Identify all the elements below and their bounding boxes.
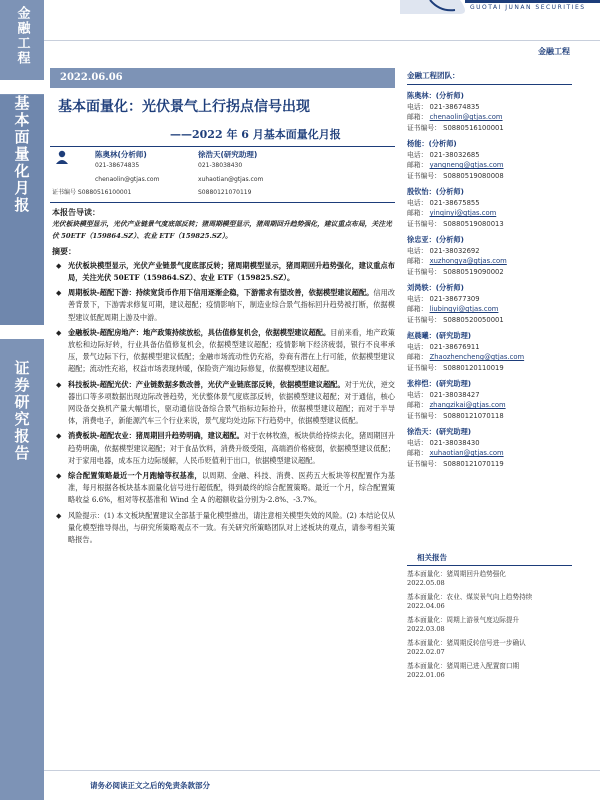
email-label: 邮箱：	[407, 449, 428, 457]
analyst-cert: 证书编号： S0880120110019	[407, 363, 504, 372]
header-divider	[44, 40, 600, 41]
analyst-cert: 证书编号： S0880519080013	[407, 219, 504, 228]
team-title: 金融工程团队：	[407, 71, 460, 80]
author-divider-bottom	[50, 202, 395, 203]
analyst-email[interactable]: xuzhongya@gtjas.com	[429, 257, 507, 265]
analyst-email[interactable]: zhangzikai@gtjas.com	[429, 401, 506, 409]
related-report-title[interactable]: 基本面量化：周期上游景气度边际提升	[407, 615, 520, 624]
report-body	[52, 206, 395, 546]
related-report-item[interactable]	[407, 662, 572, 681]
sidebar-category: 金融工程	[14, 6, 30, 66]
analyst-card	[407, 427, 572, 469]
sidebar-report-type: 基本面量化月报	[0, 95, 44, 325]
related-report-title[interactable]: 基本面量化：农业、煤炭景气向上趋势持续	[407, 592, 533, 601]
email-label: 邮箱：	[407, 305, 428, 313]
analyst-cert: 证书编号： S0880121070118	[407, 411, 504, 420]
analyst-cert: 证书编号： S0880519090002	[407, 267, 504, 276]
related-report-date: 2022.02.07	[407, 648, 445, 656]
disclaimer-note: 请务必阅读正文之后的免责条款部分	[90, 781, 210, 790]
analyst-email[interactable]: yinqinyi@gtjas.com	[429, 209, 497, 217]
related-title: 相关报告	[417, 553, 447, 562]
bullet-bold: 科技板块-超配光伏：产业链数据多数改善，光伏产业链底部反转，依据模型建议超配。	[68, 379, 345, 389]
analyst-name: 赵晨曦：(研究助理)	[407, 331, 472, 340]
related-report-title[interactable]: 基本面量化：猪周期回升趋势强化	[407, 569, 506, 578]
header-category: 金融工程	[538, 46, 570, 56]
bullet-text: 以周期、金融、科技、消费、医药五大板块等权配置作为基准，每月根据各板块基本面量化信号进行超低配，得到最终的综合配置策略。最近一个月，综合配置策略收益 6.6%，相对等权基准和 Wind 全 A 的超额收益分别为-2.8%、-3.7%。	[68, 471, 395, 505]
bullet-text: 对于农林牧渔，板块供给持续去化，猪周期回升趋势明确，依据模型建议超配；对于食品饮料，消费升级受阻，高端酒价格疲弱，依据模型建议低配；对于家用电器，成本压力边际缓解，人民币贬值利于出口，依据模型建议超配。	[68, 431, 395, 465]
analyst-cert: 证书编号： S0880519080008	[407, 171, 504, 180]
bullet-text: 对于光伏，逆交器出口等多项数据出现边际改善趋势，光伏整体景气度底部反转，依据模型建议超配；对于通信，核心网设备交换机产量大幅增长，驱动通信设备综合景气指标边际抬升，依据模型建议超配；而对于半导体，消费电子，新能源汽车三个行业来说，景气度均处边际下行趋势中，依据模型建议低配。	[68, 379, 395, 426]
team-divider	[407, 84, 572, 85]
author-cert: 证书编号 S0880516100001	[52, 189, 132, 196]
author-email[interactable]: chenaolin@gtjas.com	[95, 176, 160, 183]
guide-text: 光伏板块模型显示，光伏产业链景气度底部反转；猪周期模型显示，猪周期回升趋势强化，建议重点布局，关注光伏 50ETF（159864.SZ）、农业 ETF（159825.SZ）。	[52, 220, 392, 241]
email-label: 邮箱：	[407, 161, 428, 169]
analyst-card	[407, 331, 572, 373]
email-label: 邮箱：	[407, 209, 428, 217]
analyst-email[interactable]: chenaolin@gtjas.com	[429, 113, 503, 121]
bullet-text: 目前来看，地产政策放松和边际好转，行业具备估值修复机会，依据模型建议超配；疫情影响下经济疲弱，银行不良率承压，景气边际下行，依据模型建议低配；金融市场流动性仍充裕，券商有潜在上行可能，依据模型建议超配；流动性充裕，权益市场表现转暖，保险资产端边际修复，依据模型建议超配。	[68, 327, 395, 374]
report-date: 2022.06.06	[50, 68, 395, 88]
author-divider-top	[50, 146, 395, 147]
analyst-phone: 电话： 021-38032685	[407, 150, 480, 159]
related-report-title[interactable]: 基本面量化：猪周期已进入配置窗口期	[407, 661, 520, 670]
sidebar-divider	[0, 80, 44, 94]
bullet-bold: 周期板块-超配下游：持续宽货币作用下信用逐渐企稳，下游需求有望改善，依据模型建议超配。	[68, 288, 374, 298]
report-title: 基本面量化：光伏景气上行拐点信号出现	[58, 99, 310, 115]
related-report-date: 2022.01.06	[407, 671, 445, 679]
analyst-cert: 证书编号： S0880516100001	[407, 123, 504, 132]
email-label: 邮箱：	[407, 113, 428, 121]
summary-bullet	[52, 260, 395, 284]
logo-text: GUOTAI JUNAN SECURITIES	[470, 4, 586, 11]
analyst-phone: 电话： 021-38676911	[407, 342, 480, 351]
author-1	[95, 149, 147, 171]
analyst-phone: 电话： 021-38038430	[407, 438, 480, 447]
analyst-cert: 证书编号： S0880121070119	[407, 459, 504, 468]
analyst-name: 殷钦怡：(分析师)	[407, 187, 464, 196]
analyst-card	[407, 235, 572, 277]
email-label: 邮箱：	[407, 353, 428, 361]
analyst-card	[407, 91, 572, 133]
author-cert: S0880121070119	[198, 189, 252, 196]
related-report-date: 2022.05.08	[407, 579, 445, 587]
analyst-email[interactable]: yangneng@gtjas.com	[429, 161, 504, 169]
author-2	[198, 149, 257, 171]
analyst-email[interactable]: liubingyi@gtjas.com	[429, 305, 499, 313]
sidebar-divider	[0, 325, 44, 339]
analyst-cert: 证书编号： S0880520050001	[407, 315, 504, 324]
analyst-card	[407, 139, 572, 181]
team-panel	[407, 70, 572, 475]
analyst-name: 徐浩天：(研究助理)	[407, 427, 472, 436]
summary-bullet	[52, 470, 395, 507]
analyst-name: 徐忠亚：(分析师)	[407, 235, 464, 244]
summary-bullet	[52, 430, 395, 467]
related-report-item[interactable]	[407, 616, 572, 635]
summary-bullet	[52, 327, 395, 376]
footer-divider	[44, 770, 600, 771]
analyst-card	[407, 283, 572, 325]
bullet-bold: 金融板块-超配房地产：地产政策持续放松，具估值修复机会，依据模型建议超配。	[68, 327, 331, 337]
related-report-date: 2022.03.08	[407, 625, 445, 633]
author-2-cert	[198, 187, 251, 198]
bullet-bold: 光伏板块模型显示，光伏产业链景气度底部反转；猪周期模型显示，猪周期回升趋势强化，建议重点布局，关注光伏 50ETF（159864.SZ）、农业 ETF（159825.SZ）。	[68, 260, 395, 283]
summary-label: 摘要：	[52, 245, 76, 256]
analyst-name: 张梓恺：(研究助理)	[407, 379, 472, 388]
analyst-name: 刘昺轶：(分析师)	[407, 283, 464, 292]
related-reports	[407, 553, 572, 685]
analyst-phone: 电话： 021-38674835	[407, 102, 480, 111]
bullet-text: 信用改善背景下，下游需求修复可期，建议超配；疫情影响下，制造业综合景气指标回升趋势被打断，依据模型建议低配周期上游及中游。	[68, 288, 395, 322]
author-name: 徐浩天(研究助理)	[198, 150, 258, 159]
analyst-phone: 电话： 021-38677309	[407, 294, 480, 303]
analyst-phone: 电话： 021-38032692	[407, 246, 480, 255]
summary-bullet	[52, 379, 395, 428]
analyst-name: 杨能：(分析师)	[407, 139, 457, 148]
related-divider	[407, 565, 572, 566]
guide-label: 本报告导读：	[52, 207, 100, 217]
related-report-item[interactable]	[407, 570, 572, 589]
author-phone: 021-38038430	[198, 162, 243, 169]
related-report-item[interactable]	[407, 639, 572, 658]
related-report-item[interactable]	[407, 593, 572, 612]
related-report-title[interactable]: 基本面量化：猪周期反转信号进一步确认	[407, 638, 526, 647]
analyst-name: 陈奥林：(分析师)	[407, 91, 464, 100]
analyst-phone: 电话： 021-38038427	[407, 390, 480, 399]
analyst-email[interactable]: Zhaozhencheng@gtjas.com	[429, 353, 525, 361]
analyst-email[interactable]: xuhaotian@gtjas.com	[429, 449, 504, 457]
author-phone: 021-38674835	[95, 162, 140, 169]
bullet-bold: 综合配置策略最近一个月跑输等权基准，	[68, 471, 202, 481]
bullet-bold: 消费板块-超配农业：猪周期回升趋势明确，建议超配。	[68, 431, 244, 441]
bullet-text: 风险提示：(1) 本文板块配置建议全部基于量化模型推出，请注意相关模型失效的风险。(2) 本结论仅从量化模型推导得出，与研究所策略观点不一致。有关研究所策略团队对上述板块的观点，请参考相关策略报告。	[68, 510, 395, 545]
risk-warning	[52, 510, 395, 547]
summary-bullet	[52, 287, 395, 324]
author-1-email	[95, 174, 159, 185]
sidebar-report-label: 证券研究报告	[12, 360, 31, 462]
report-subtitle: ——2022 年 6 月基本面量化月报	[170, 128, 341, 141]
analyst-phone: 电话： 021-38675855	[407, 198, 480, 207]
person-icon	[56, 150, 68, 164]
analyst-card	[407, 187, 572, 229]
email-label: 邮箱：	[407, 257, 428, 265]
related-report-date: 2022.04.06	[407, 602, 445, 610]
author-1-cert	[52, 187, 131, 198]
analyst-card	[407, 379, 572, 421]
author-email[interactable]: xuhaotian@gtjas.com	[198, 176, 264, 183]
email-label: 邮箱：	[407, 401, 428, 409]
author-name: 陈奥林(分析师)	[95, 150, 147, 159]
author-2-email	[198, 174, 263, 185]
